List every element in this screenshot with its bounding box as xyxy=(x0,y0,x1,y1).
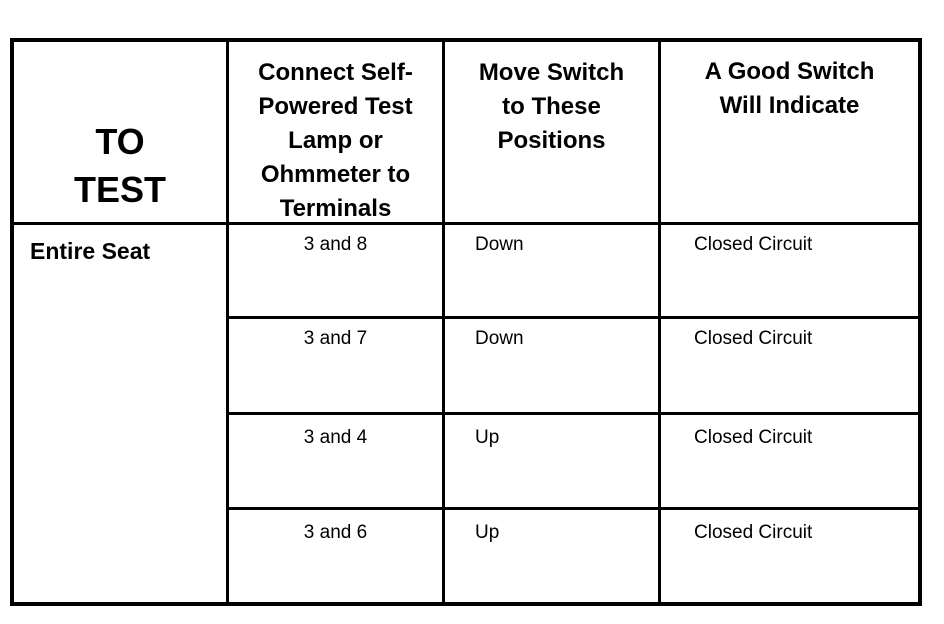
terminals-value: 3 and 7 xyxy=(303,328,368,349)
header-divider xyxy=(14,222,918,225)
header-move-switch: Move Switch to These Positions xyxy=(478,59,625,154)
indicate-value: Closed Circuit xyxy=(694,427,813,448)
row-label-entire-seat: Entire Seat xyxy=(30,238,151,264)
indicate-value: Closed Circuit xyxy=(694,522,813,543)
terminals-value: 3 and 8 xyxy=(303,234,368,255)
terminals-value: 3 and 4 xyxy=(303,427,368,448)
header-connect-terminals: Connect Self- Powered Test Lamp or Ohmmeter to Terminals xyxy=(258,59,413,222)
indicate-value: Closed Circuit xyxy=(694,234,813,255)
terminals-value: 3 and 6 xyxy=(303,522,368,543)
header-good-switch: A Good Switch Will Indicate xyxy=(704,58,875,119)
header-to-test: TO TEST xyxy=(73,121,166,210)
position-value: Up xyxy=(475,522,500,543)
row-divider xyxy=(226,316,918,319)
switch-test-table xyxy=(10,38,922,606)
indicate-value: Closed Circuit xyxy=(694,328,813,349)
position-value: Down xyxy=(475,328,524,349)
column-divider xyxy=(658,42,661,602)
position-value: Down xyxy=(475,234,524,255)
row-divider xyxy=(226,507,918,510)
position-value: Up xyxy=(475,427,500,448)
row-divider xyxy=(226,412,918,415)
